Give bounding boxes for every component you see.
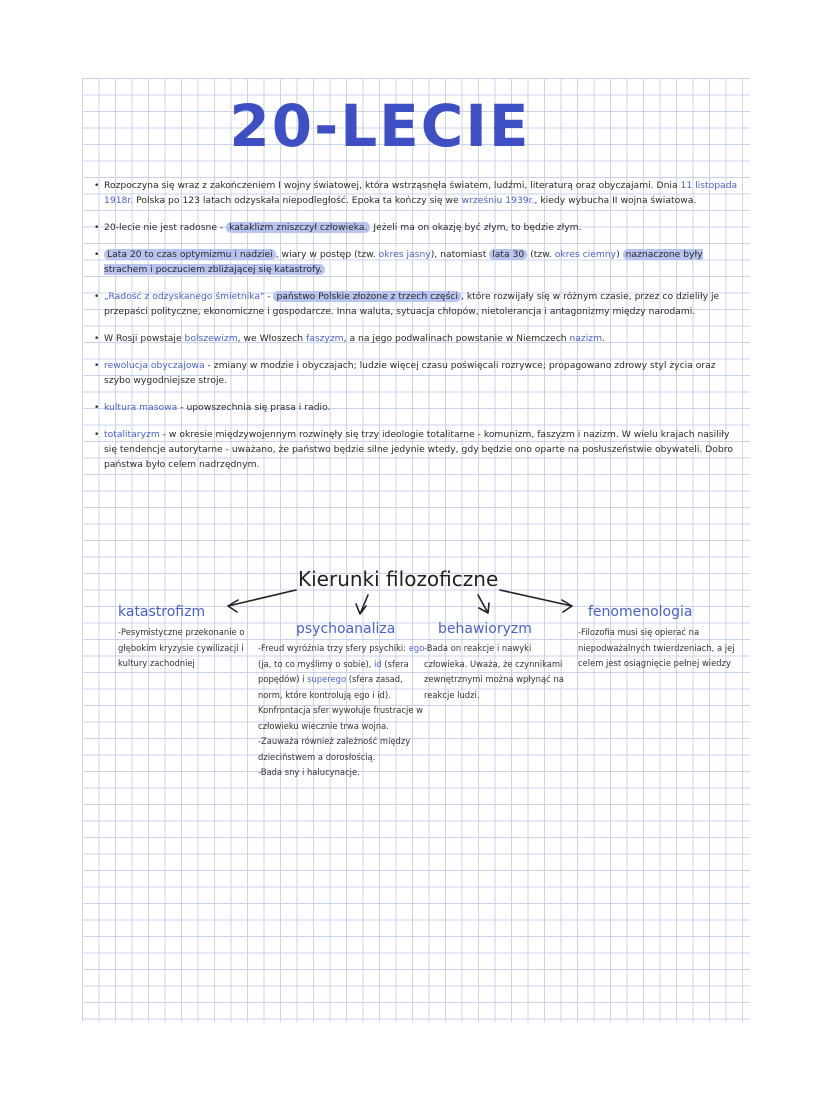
arrow-psychoanaliza [356,595,368,614]
highlight: państwo Polskie złożone z trzech części [273,291,461,302]
text: W Rosji powstaje [104,333,185,344]
term: totalitaryzm [104,429,160,440]
text: -Freud wyróżnia trzy sfery psychiki: [258,643,409,653]
text: -Bada sny i halucynacje. [258,767,360,777]
text: . [602,333,606,344]
psychoanaliza-text [258,641,428,781]
text: Rozpoczyna się wraz z zakończeniem I wojny światowej, która wstrząsnęła światem, ludźmi, literaturą oraz obyczajami. Dnia [104,180,681,191]
term: „Radość z odzyskanego śmietnika" [104,291,265,302]
text: - upowszechnia się prasa i radio. [177,402,331,413]
highlight: naznaczone były strachem i poczuciem zbliżającej się katastrofy. [104,249,703,275]
arrow-behawioryzm [478,595,489,613]
text: Polska po 123 latach odzyskała niepodległość. Epoka ta kończy się we [133,195,462,206]
arrow-fenomenologia [500,590,572,612]
text: 20-lecie nie jest radosne - [104,222,227,233]
text: Jeżeli ma on okazję być złym, to będzie złym. [370,222,582,233]
term: rewolucja obyczajowa [104,360,205,371]
text: , wiary w postęp (tzw. [275,249,379,260]
term: kultura masowa [104,402,178,413]
term: okres jasny [378,249,431,260]
term: bolszewizm [184,333,238,344]
text: - zmiany w modzie i obyczajach; ludzie więcej czasu poświęcali rozrywce; propagowano zdrowy styl życia oraz szybo wygodniejsze stroje. [104,360,716,386]
text: , a na jego podwalinach powstanie w Niemczech [343,333,570,344]
highlight: Lata 20 to czas optymizmu i nadziei [104,249,276,260]
fenomenologia-title: fenomenologia [588,604,693,620]
text: (sfera zasad, norm, które kontrolują ego i id). Konfrontacja sfer wywołuje frustracje w człowieku wiecznie trwa wojna. [258,674,423,731]
term-id: id [374,658,382,669]
text: - [264,291,274,302]
diagram-center-title: Kierunki filozoficzne [298,567,499,591]
text: -Zauważa również zależność między dzieciństwem a dorosłością. [258,736,411,762]
term: nazizm [569,333,603,344]
page-title: 20-LECIE [229,92,531,160]
text: (tzw. [527,249,555,260]
date-start: 11 listopada 1918r. [104,180,738,206]
text: , które rozwijały się w różnym czasie, przez co dzieliły je przepaści polityczne, ekonomiczne i gospodarcze. Inna waluta, sytuacja chłopów, nietolerancja i antagonizmy między narodami. [104,291,720,317]
psychoanaliza-title: psychoanaliza [296,621,396,637]
highlight: kataklizm zniszczył człowieka. [226,222,370,233]
text: (ja, to co myślimy o sobie), [258,658,375,669]
term-ego: ego [408,643,425,653]
term: faszyzm [305,333,344,344]
fenomenologia-text: -Filozofia musi się opierać na niepodważalnych twierdzeniach, a jej celem jest osiągnięcie pełnej wiedzy [578,627,735,668]
katastrofizm-title: katastrofizm [118,604,206,620]
text: (sfera popędów) i [258,658,409,684]
arrow-katastrofizm [228,590,296,612]
behawioryzm-text: -Bada on reakcje i nawyki człowieka. Uważa, że czynnikami zewnętrznymi można wpłynąć na reakcje ludzi. [424,643,564,700]
date-end: wrześniu 1939r. [461,195,535,206]
text: ), natomiast [430,249,490,260]
highlight: lata 30 [489,249,527,260]
text: , kiedy wybucha II wojna światowa. [534,195,697,206]
behawioryzm-title: behawioryzm [438,621,532,637]
term-superego: superego [307,674,347,684]
katastrofizm-text: -Pesymistyczne przekonanie o głębokim kryzysie cywilizacji i kultury zachodniej [118,627,245,668]
text: - w okresie międzywojennym rozwinęły się trzy ideologie totalitarne - komunizm, faszyzm i nazizm. W wielu krajach nasiliły się tendencje autorytarne - uważano, że państwo będzie silne jedynie wtedy, gdy będzie ono oparte na posłuszeństwie obywateli. Dobro państwa było celem nadrzędnym. [104,429,733,470]
text: , we Włoszech [237,333,306,344]
text: ) [616,249,623,260]
term: okres ciemny [554,249,617,260]
